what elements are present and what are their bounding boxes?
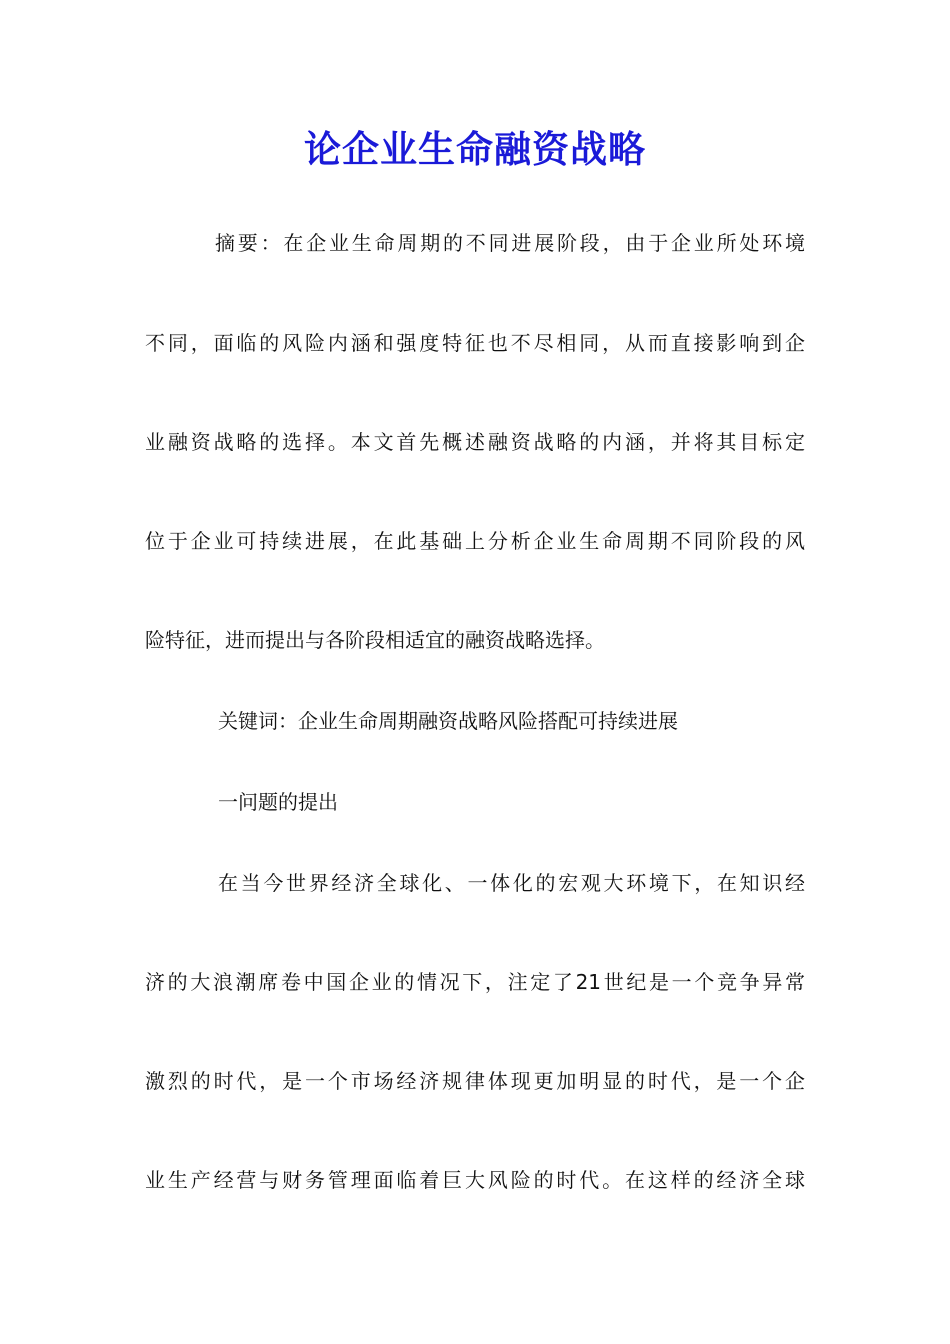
abstract-line: 业融资战略的选择。本文首先概述融资战略的内涵，并将其目标定 xyxy=(145,430,805,454)
body-line: 业生产经营与财务管理面临着巨大风险的时代。在这样的经济全球 xyxy=(145,1168,805,1192)
abstract-line: 险特征，进而提出与各阶段相适宜的融资战略选择。 xyxy=(145,628,605,652)
section-heading: 一问题的提出 xyxy=(218,790,338,814)
abstract-line: 摘要：在企业生命周期的不同进展阶段，由于企业所处环境 xyxy=(215,231,805,255)
abstract-line: 不同，面临的风险内涵和强度特征也不尽相同，从而直接影响到企 xyxy=(145,331,805,355)
body-line: 济的大浪潮席卷中国企业的情况下，注定了21世纪是一个竞争异常 xyxy=(145,970,805,994)
abstract-line: 位于企业可持续进展，在此基础上分析企业生命周期不同阶段的风 xyxy=(145,529,805,553)
document-title: 论企业生命融资战略 xyxy=(304,127,646,171)
body-line: 激烈的时代，是一个市场经济规律体现更加明显的时代，是一个企 xyxy=(145,1069,805,1093)
body-line: 在当今世界经济全球化、一体化的宏观大环境下，在知识经 xyxy=(218,871,805,895)
keywords-line: 关键词：企业生命周期融资战略风险搭配可持续进展 xyxy=(218,709,678,733)
